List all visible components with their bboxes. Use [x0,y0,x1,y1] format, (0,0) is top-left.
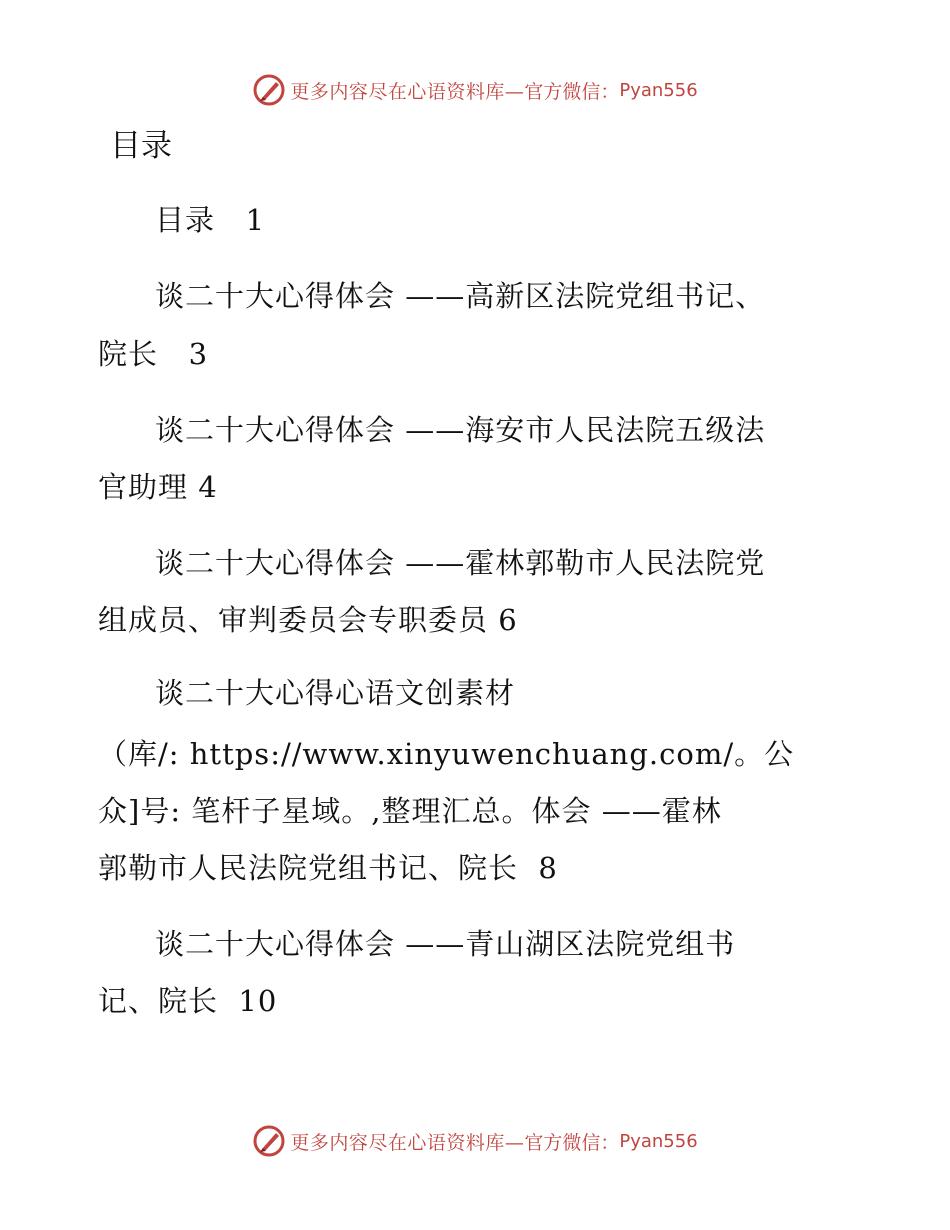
watermark-wechat-label: 官方微信： [524,1131,620,1154]
watermark-banner-top [0,70,950,110]
toc-entry-line: 谈二十大心得心语文创素材 [155,676,516,710]
toc-entry-line: 郭勒市人民法院党组书记、院长 8 [98,851,558,885]
watermark-banner-bottom [0,1121,950,1161]
toc-entry-line: 记、院长 10 [98,984,278,1018]
toc-entry-line: 目录 1 [155,203,266,237]
toc-heading: 目录 [110,128,172,164]
toc-entry-line: 谈二十大心得体会 ——青山湖区法院党组书 [155,927,736,961]
toc-entry-line: 谈二十大心得体会 ——高新区法院党组书记、 [155,279,766,313]
brush-logo-icon [252,1124,286,1158]
toc-entry-line: 组成员、审判委员会专职委员 6 [98,603,518,637]
watermark-wechat-id: Pyan556 [619,79,698,101]
watermark-main-text: 更多内容尽在心语资料库— [290,1131,525,1154]
toc-entry-line: 谈二十大心得体会 ——海安市人民法院五级法 [155,413,766,447]
brush-logo-icon [252,73,286,107]
toc-entry-line: 众]号: 笔杆子星域。,整理汇总。体会 ——霍林 [98,794,722,828]
toc-entry-line: 官助理 4 [98,470,218,504]
toc-entry-line: 院长 3 [98,337,209,371]
watermark-wechat-id: Pyan556 [619,1130,698,1152]
watermark-main-text: 更多内容尽在心语资料库— [290,80,525,103]
toc-entry-line: 谈二十大心得体会 ——霍林郭勒市人民法院党 [155,546,766,580]
toc-entry-line: （库/: https://www.xinyuwenchuang.com/。公 [98,737,795,771]
watermark-wechat-label: 官方微信： [524,80,620,103]
